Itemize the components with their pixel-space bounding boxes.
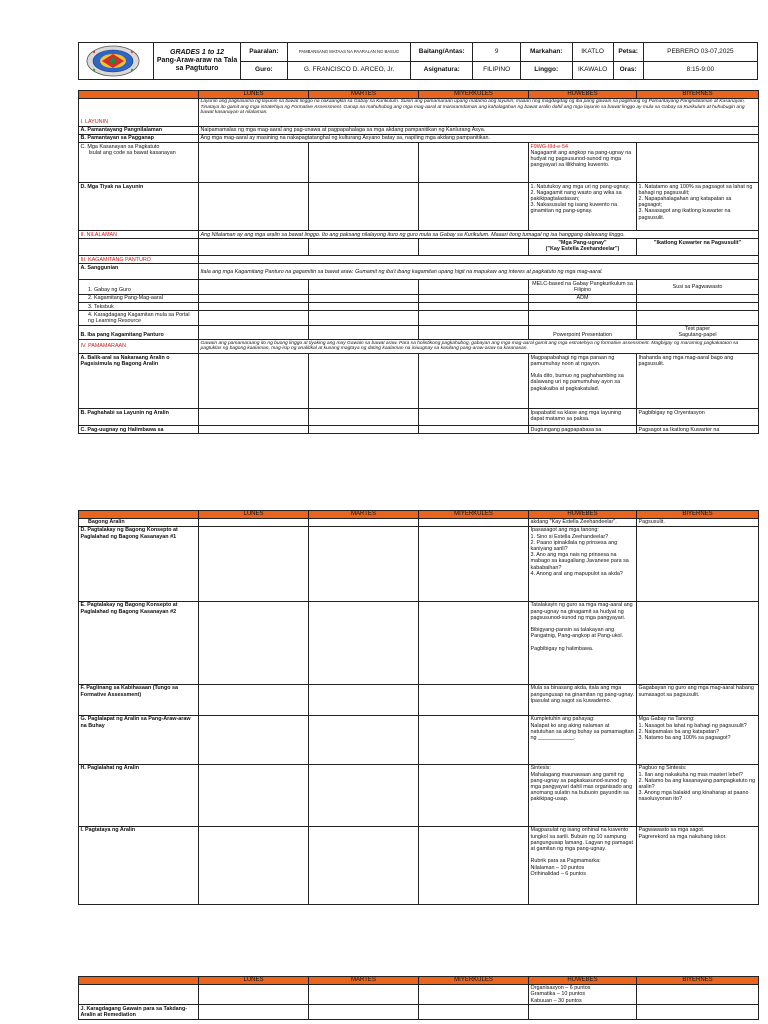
cell-lunes: [199, 143, 309, 183]
baitang-value: 9: [473, 43, 520, 62]
blank-span-cell: [199, 256, 759, 264]
cell-lunes: [199, 183, 309, 231]
cell-miyerkules: [419, 715, 529, 764]
nilalaman-note: Ang Nilalaman ay ang mga aralin sa bawat linggo. Ito ang paksang nilalayong ituro ng guro mula sa Gabay sa Kurikulum. Maaari itong tumagal ng isa hanggang dalawang linggo.: [199, 231, 759, 239]
cell-martes: [309, 764, 419, 826]
paglalahat-huwebes: Sintesis: Mahalagang maunawaan ang gamit ng pang-ugnay sa pagkakasunod-sunod ng mga pangyayari dahil mas organisado ang anomang sulatin na bubuoin gayundin sa pakikipag-usap.: [529, 764, 637, 826]
oras-label: Oras:: [613, 61, 643, 80]
baitang-label: Baitang/Antas:: [410, 43, 473, 62]
cell-martes: [309, 826, 419, 904]
paaralan-value: PAMBANSANG MATAAS NA PAARALAN NG BASUG: [288, 43, 411, 62]
table-row: [79, 518, 759, 526]
row-label-pagtataya: I. Pagtataya ng Aralin: [79, 826, 199, 904]
row-label-sanggunian: A. Sanggunian: [79, 264, 199, 280]
paglalahat-biyernes: Pagbuo ng Sintesis: 1. Ilan ang nakakuha ng mas masteri lebel? 2. Natamo ba ang kasanayang pampagkatuto ng aralin? 3. Anong mga balakid ang kinaharap at paano nasolusyonan ito?: [637, 764, 759, 826]
table-row: [79, 239, 759, 256]
pagtataya-huwebes: Magpasulat ng isang orihinal na kuwento tungkol sa sarili. Bubuin ng 10 sampung pangungusap lamang. Lagyan ng pamagat at gamitan ng mga pang-ugnay. Rubrik para sa Pagmamarka: Nilalaman – 10 puntos Orihinalidad – 6 puntos: [529, 826, 637, 904]
pagtalakay-2-huwebes: Tatalakayin ng guro sa mga mag-aaral ang pang-ugnay na ginagamit sa hudyat ng pagsusunod-sunod ng mga pangyayari. Bibigyang-pansin sa talakayan ang Pangatnig, Pang-angkop at Pang-ukol. Pagbibigay ng halimbawa.: [529, 601, 637, 684]
cell-huwebes: [529, 303, 637, 311]
cell-miyerkules: [419, 984, 529, 1005]
cell-lunes: [199, 601, 309, 684]
cell-biyernes: [637, 984, 759, 1005]
day-huwebes: HUWEBES: [529, 511, 637, 519]
table-row: [79, 126, 759, 134]
table-row: [79, 256, 759, 264]
cell-lunes: [199, 311, 309, 325]
blank-header-cell: [79, 977, 199, 985]
table-row: [79, 526, 759, 601]
paksa-huwebes: "Mga Pang-ugnay" ("Kay Estella Zeehandeelar"): [529, 239, 637, 256]
table-row: [79, 984, 759, 1005]
table-row: [79, 325, 759, 339]
cell-lunes: [199, 826, 309, 904]
cell-miyerkules: [419, 426, 529, 434]
day-martes: MARTES: [309, 977, 419, 985]
row-label-b: B. Pamantayan sa Pagganap: [79, 134, 199, 142]
day-huwebes: HUWEBES: [529, 91, 637, 99]
row-label-paglinang: F. Paglinang sa Kabihasaan (Tungo sa Formative Assessment): [79, 684, 199, 715]
cell-miyerkules: [419, 764, 529, 826]
cell-martes: [309, 239, 419, 256]
pagtataya-biyernes: Pagwawasto sa mga sagot. Pagrerekord sa mga nakuhang iskor.: [637, 826, 759, 904]
section-kagamitang-panturo: III. KAGAMITANG PANTURO: [79, 256, 199, 264]
cell-lunes: [199, 984, 309, 1005]
iba-kagamitan-huwebes: Powerpoint Presentation: [529, 325, 637, 339]
cell-biyernes: [637, 303, 759, 311]
table-row: [79, 426, 759, 434]
row-label-d: D. Mga Tiyak na Layunin: [79, 183, 199, 231]
tiyak-layunin-biyernes: 1. Natatamo ang 100% sa pagsagot sa lahat ng bahagi ng pagsusulit; 2. Napapahalagahan ang katapatan sa pagsagot; 3. Nasasagot ang ikatlong kuwarter na pagsusulit.: [637, 183, 759, 231]
table-row: [79, 143, 759, 183]
gabay-guro-huwebes: MELC-based na Gabay Pangkurikulum sa Filipino: [529, 280, 637, 294]
cell-miyerkules: [419, 239, 529, 256]
table-row: [79, 826, 759, 904]
cell-lunes: [199, 354, 309, 409]
row-label-iba-pang-kagamitan: B. Iba pang Kagamitang Panturo: [79, 325, 199, 339]
cell-lunes: [199, 239, 309, 256]
cell-huwebes: [529, 143, 637, 183]
melc-code: F9WG-IIId-e-54: [530, 143, 568, 150]
row-label-teksbuk: 3. Teksbuk: [79, 303, 199, 311]
cell-lunes: [199, 426, 309, 434]
cell-biyernes: [637, 526, 759, 601]
row-label-kagamitang-pang-mag-aaral: 2. Kagamitang Pang-Mag-aaral: [79, 294, 199, 302]
cell-martes: [309, 984, 419, 1005]
paglalapat-huwebes: Kumpletuhin ang pahayag: Nalapat ko ang aking nalaman at natutuhan sa aking buhay sa pamamagitan ng ____________.: [529, 715, 637, 764]
cell-martes: [309, 684, 419, 715]
linggo-label: Linggo:: [520, 61, 572, 80]
layunin-note: Layunin ang pagsasama ng layunin sa bawat linggo na nakaangkla sa Gabay sa Kurikulum. Suriin ang pamamaraan upang matamo ang layunin; maaari ring magdagdag ng iba pang gawain sa paglinang ng Pamantayang Pangnilalaman at Kasanayan. Tinataya ito gamit ang mga istratehiya ng Formative Assessment. Ganap na mahuhubog ang mga mag-aaral at mararamdaman ang kahalagahan ng bawat aralin dahil ang mga layunin sa bawat linggo ay mula sa Gabay sa Kurikulum at huhubugin ang bawat kasanayan at nilalaman.: [199, 98, 759, 126]
cell-biyernes: [637, 311, 759, 325]
linggo-value: IKAWALO: [572, 61, 613, 80]
cell-lunes: [199, 409, 309, 426]
table-row: [79, 280, 759, 294]
cell-miyerkules: [419, 409, 529, 426]
cell-lunes: [199, 294, 309, 302]
table-row: [79, 340, 759, 354]
cell-martes: [309, 601, 419, 684]
row-label-karagdagang-gawain: J. Karagdagang Gawain para sa Takdang-Aralin at Remediation: [79, 1005, 199, 1019]
cell-martes: [309, 325, 419, 339]
markahan-label: Markahan:: [520, 43, 572, 62]
cell-miyerkules: [419, 311, 529, 325]
pag-uugnay-biyernes: Pagsagot sa Ikatlong Kuwarter na: [637, 426, 759, 434]
section-pamamaraan: IV. PAMAMARAAN: [79, 340, 199, 354]
cell-biyernes: [637, 294, 759, 302]
day-miyerkules: MIYERKULES: [419, 511, 529, 519]
table-row: [79, 98, 759, 126]
paglinang-biyernes: Gagabayan ng guro ang mga mag-aaral habang sumasagot sa pagsusulit.: [637, 684, 759, 715]
row-label-pagtalakay-2: E. Pagtalakay ng Bagong Konsepto at Paglalahad ng Bagong Kasanayan #2: [79, 601, 199, 684]
cell-miyerkules: [419, 143, 529, 183]
pamantayan-pagganap-text: Ang mga mag-aaral ay masining na nakapagtatanghal ng kulturang Asyano batay sa, napiling mga akdang pampanitikan.: [199, 134, 759, 142]
dll-header-table: [78, 42, 758, 80]
cell-martes: [309, 280, 419, 294]
petsa-label: Petsa:: [613, 43, 643, 62]
paglinang-huwebes: Mula sa binasang akda, itala ang mga pangungusap na ginamitan ng pang-ugnay. Ipasulat ang sagot sa kuwaderno.: [529, 684, 637, 715]
markahan-value: IKATLO: [572, 43, 613, 62]
cell-miyerkules: [419, 280, 529, 294]
row-label-karagdagang-kagamitan: 4. Karagdagang Kagamitan mula sa Portal ng Learning Resource: [79, 311, 199, 325]
cell-martes: [309, 526, 419, 601]
day-miyerkules: MIYERKULES: [419, 977, 529, 985]
bagong-aralin-biyernes: Pagsusulit.: [637, 518, 759, 526]
cell-martes: [309, 311, 419, 325]
table-row: [79, 1005, 759, 1019]
blank-header-cell: [79, 511, 199, 519]
blank-label-cell: [79, 239, 199, 256]
paksa-biyernes: "Ikatlong Kuwarter na Pagsusulit": [637, 239, 759, 256]
cell-miyerkules: [419, 1005, 529, 1019]
cell-martes: [309, 294, 419, 302]
paaralan-label: Paaralan:: [240, 43, 287, 62]
cell-lunes: [199, 303, 309, 311]
day-lunes: LUNES: [199, 511, 309, 519]
table-row: [79, 601, 759, 684]
kasanayan-sublabel: Isulat ang code sa bawat kasanayan: [88, 149, 176, 156]
cell-martes: [309, 183, 419, 231]
paghahabi-biyernes: Pagbibigay ng Oryentasyon: [637, 409, 759, 426]
table-row: [79, 294, 759, 302]
day-header-row: [79, 511, 759, 519]
cell-miyerkules: [419, 183, 529, 231]
cell-lunes: [199, 764, 309, 826]
row-label-pag-uugnay: C. Pag-uugnay ng Halimbawa sa: [79, 426, 199, 434]
grades-label: GRADES 1 to 12: [170, 48, 225, 56]
cell-huwebes: [529, 311, 637, 325]
dll-title: Pang-Araw-araw na Tala sa Pagtuturo: [156, 56, 238, 73]
row-label-bagong-aralin: Bagong Aralin: [79, 518, 199, 526]
pamantayang-pangnilalaman-text: Naipamamalas ng mga mag-aaral ang pag-unawa at pagpapahalaga sa mga akdang pampanitikan ng Kanlurang Asya.: [199, 126, 759, 134]
day-lunes: LUNES: [199, 91, 309, 99]
day-biyernes: BIYERNES: [637, 977, 759, 985]
table-row: [79, 264, 759, 280]
cell-lunes: [199, 684, 309, 715]
day-martes: MARTES: [309, 511, 419, 519]
balik-aral-biyernes: Ihahanda ang mga mag-aaral bago ang pagsusulit.: [637, 354, 759, 409]
cell-martes: [309, 409, 419, 426]
cell-lunes: [199, 715, 309, 764]
day-biyernes: BIYERNES: [637, 91, 759, 99]
cell-biyernes: [637, 1005, 759, 1019]
plan-table-page-2: [78, 510, 759, 905]
tiyak-layunin-huwebes: 1. Natutukoy ang mga uri ng pang-ugnay; 2. Nagagamit nang wasto ang wika sa pakikipagtalastasan; 3. Nakasusulat ng isang kuwento na ginamitan ng pang-ugnay.: [529, 183, 637, 231]
cell-miyerkules: [419, 354, 529, 409]
day-martes: MARTES: [309, 91, 419, 99]
table-row: [79, 409, 759, 426]
cell-lunes: [199, 1005, 309, 1019]
guro-value: G. FRANCISCO D. ARCEO, Jr.: [288, 61, 411, 80]
cell-huwebes: [529, 1005, 637, 1019]
cell-martes: [309, 354, 419, 409]
kagamitan-mag-aaral-huwebes: ADM: [529, 294, 637, 302]
iba-kagamitan-biyernes: Test paper Sagutang-papel: [637, 325, 759, 339]
cell-miyerkules: [419, 684, 529, 715]
table-row: [79, 684, 759, 715]
cell-miyerkules: [419, 526, 529, 601]
section-nilalaman: II. NILALAMAN: [79, 231, 199, 239]
plan-table-page-3: [78, 976, 759, 1020]
kasanayan-label: C. Mga Kasanayan sa Pagkatuto: [80, 143, 160, 150]
table-row: [79, 354, 759, 409]
cell-lunes: [199, 518, 309, 526]
table-row: [79, 303, 759, 311]
day-huwebes: HUWEBES: [529, 977, 637, 985]
rubrik-huwebes: Organisasyon – 6 puntos Gramatika – 10 puntos Kabuuan – 30 puntos: [529, 984, 637, 1005]
cell-martes: [309, 715, 419, 764]
pag-uugnay-huwebes: Dugtungang pagpapabasa sa: [529, 426, 637, 434]
gabay-guro-biyernes: Susi sa Pagwawasto: [637, 280, 759, 294]
oras-value: 8:15-9:00: [643, 61, 757, 80]
school-logo: [79, 43, 154, 80]
balik-aral-huwebes: Magpapabahagi ng mga paraan ng pamumuhay noon at ngayon. Mula dito, bumuo ng paghahambing sa dalawang uri ng pamumuhay ayon sa pagkakaiba at pagkakatulad.: [529, 354, 637, 409]
cell-miyerkules: [419, 325, 529, 339]
table-row: [79, 764, 759, 826]
cell-miyerkules: [419, 826, 529, 904]
row-label-paglalahat: H. Paglalahat ng Aralin: [79, 764, 199, 826]
section-layunin: I. LAYUNIN: [79, 98, 199, 126]
day-biyernes: BIYERNES: [637, 511, 759, 519]
table-row: [79, 231, 759, 239]
cell-miyerkules: [419, 294, 529, 302]
deped-school-seal-icon: [80, 44, 146, 78]
day-header-row: [79, 977, 759, 985]
table-row: [79, 311, 759, 325]
cell-miyerkules: [419, 518, 529, 526]
cell-lunes: [199, 280, 309, 294]
blank-header-cell: [79, 91, 199, 99]
bagong-aralin-huwebes: akdang "Kay Estella Zeehandeelar".: [529, 518, 637, 526]
plan-table-page-1: [78, 90, 759, 434]
sanggunian-note: Itala ang mga Kagamitang Panturo na gagamitin sa bawat araw. Gumamit ng iba't ibang kagamitan upang higit na mapukaw ang interes at pagkatuto ng mga mag-aaral.: [199, 264, 759, 280]
row-label-a: A. Pamantayang Pangnilalaman: [79, 126, 199, 134]
pagtalakay-1-huwebes: Ipasasagot ang mga tanong: 1. Sino si Estella Zeehandeelar? 2. Paano ipinakilala ng prinsesa ang kaniyang sarili? 3. Ano ang mga nais ng prinsesa na mabago sa kaugaliang Javanese para sa kababaihan? 4. Anong aral ang mapupulot sa akda?: [529, 526, 637, 601]
asignatura-value: FILIPINO: [473, 61, 520, 80]
cell-biyernes: [637, 601, 759, 684]
row-label-balik-aral: A. Balik-aral sa Nakaraang Aralin o Pagsisimula ng Bagong Aralin: [79, 354, 199, 409]
cell-martes: [309, 1005, 419, 1019]
table-row: [79, 134, 759, 142]
cell-miyerkules: [419, 303, 529, 311]
petsa-value: PEBRERO 03-07,2025: [643, 43, 757, 62]
paghahabi-huwebes: Ipapabatid sa klase ang mga layuning dapat matamo sa paksa.: [529, 409, 637, 426]
table-row: [79, 715, 759, 764]
row-label-paglalapat: G. Paglalapat ng Aralin sa Pang-Araw-araw na Buhay: [79, 715, 199, 764]
asignatura-label: Asignatura:: [410, 61, 473, 80]
row-label-pagtalakay-1: D. Pagtalakay ng Bagong Konsepto at Paglalahad ng Bagong Kasanayan #1: [79, 526, 199, 601]
paglalapat-biyernes: Mga Gabay na Tanong: 1. Nasagot ba lahat ng bahagi ng pagsusulit? 2. Naipamalas ba ang katapatan? 3. Natamo ba ang 100% sa pagsagot?: [637, 715, 759, 764]
row-label-c: [79, 143, 199, 183]
day-lunes: LUNES: [199, 977, 309, 985]
guro-label: Guro:: [240, 61, 287, 80]
blank-label-cell: [79, 984, 199, 1005]
day-miyerkules: MIYERKULES: [419, 91, 529, 99]
table-row: [79, 183, 759, 231]
row-label-gabay-guro: 1. Gabay ng Guro: [79, 280, 199, 294]
day-header-row: [79, 91, 759, 99]
cell-miyerkules: [419, 601, 529, 684]
pamamaraan-note: Gawain ang pamamaraang ito ng buong linggo at tiyaking ang may Gawain sa bawat araw. Para sa holistikong pagkahubog, gabayan ang mga mag-aaral gamit ang mga estratehiya ng formative assessment. Magbigay ng maraming pagkakataon sa pagtuklas ng bagong kaalaman, mag-isip ng analitikal at kusang magtaya ng dating kaalaman na iniuugnay sa kanilang pang-araw-araw na karanasan.: [199, 340, 759, 354]
cell-lunes: [199, 325, 309, 339]
cell-martes: [309, 303, 419, 311]
row-label-paghahabi: B. Paghahabi sa Layunin ng Aralin: [79, 409, 199, 426]
cell-martes: [309, 518, 419, 526]
kasanayan-text: Nagagamit ang angkop na pang-ugnay na hudyat ng pagsusunod-sunod ng mga pangyayari sa lilikhaing kuwento.: [530, 149, 632, 169]
dll-title-block: [154, 43, 240, 80]
cell-biyernes: [637, 143, 759, 183]
cell-martes: [309, 143, 419, 183]
cell-martes: [309, 426, 419, 434]
cell-lunes: [199, 526, 309, 601]
